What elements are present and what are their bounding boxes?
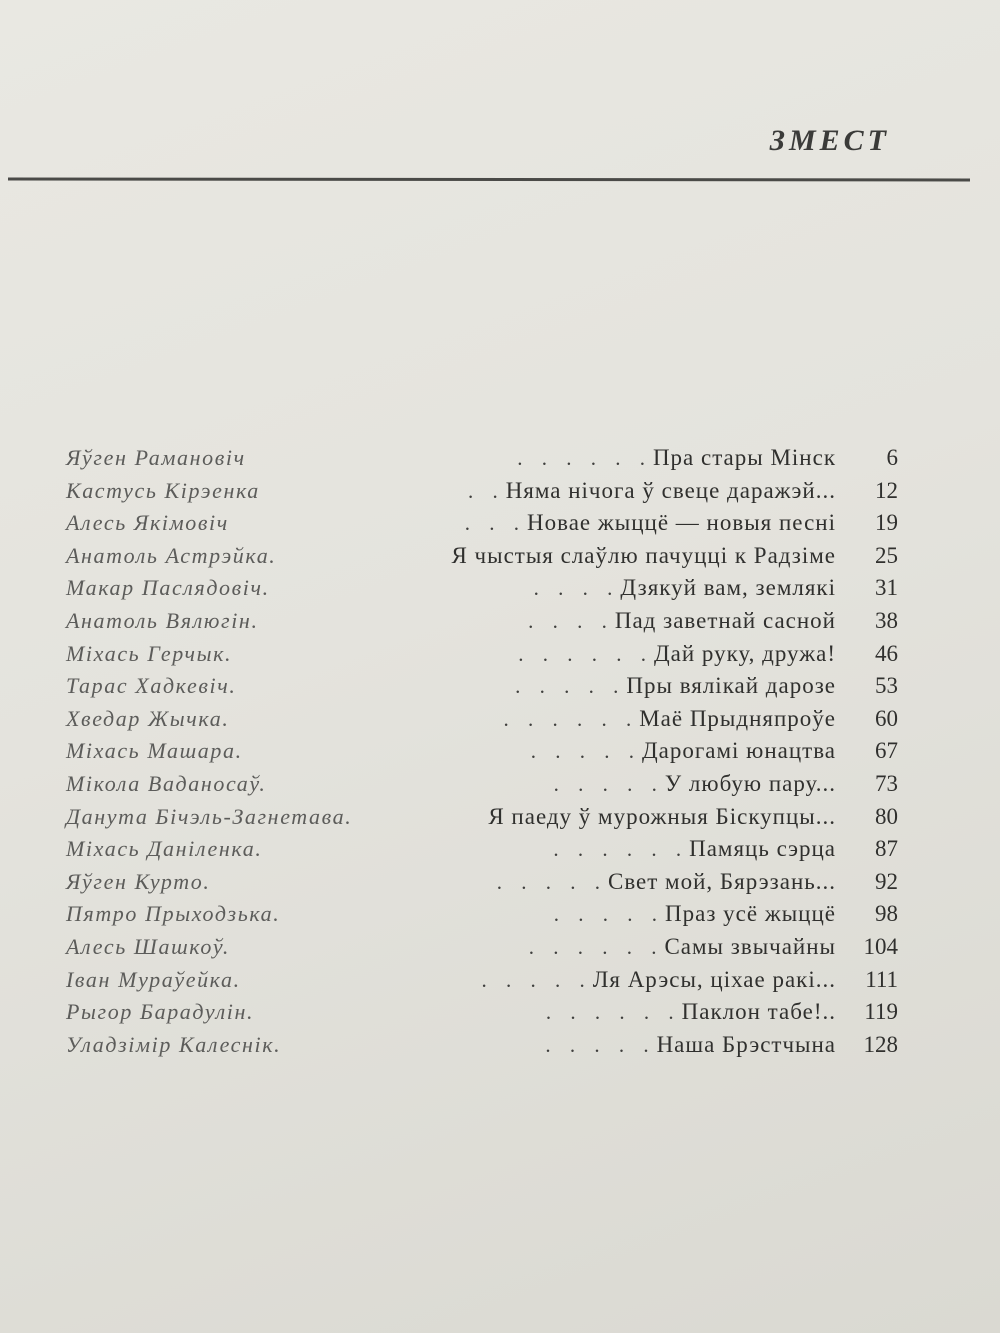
toc-entry: [66, 605, 898, 638]
dot-leader: . . . . . .: [518, 641, 646, 666]
toc-title: У любую пару...: [664, 770, 836, 796]
dot-leader: . . . . . .: [553, 837, 682, 862]
toc-author: Міхась Герчык.: [66, 640, 233, 666]
toc-title: Пры вялікай дарозе: [626, 673, 836, 699]
toc-page-number: 38: [875, 607, 898, 633]
toc-page-number: 80: [875, 803, 898, 829]
contents-heading: ЗМЕСТ: [769, 124, 890, 157]
toc-page-number: 19: [875, 510, 898, 536]
toc-page-number: 128: [863, 1031, 898, 1057]
toc-author: Яўген Курто.: [66, 868, 211, 894]
toc-author: Макар Паслядовіч.: [66, 575, 270, 601]
toc-title: Памяць сэрца: [689, 836, 836, 862]
toc-page-number: 98: [875, 901, 898, 927]
toc-title: Паклон табе!..: [681, 999, 836, 1025]
toc-page-number: 111: [865, 966, 898, 992]
toc-title: Пад заветнай сасной: [614, 607, 836, 633]
toc-author: Кастусь Кірэенка: [66, 477, 260, 503]
dot-leader: . . . . .: [545, 1032, 649, 1057]
toc-author: Міхась Даніленка.: [66, 836, 263, 862]
toc-title: Ля Арэсы, ціхае ракі...: [592, 966, 836, 992]
toc-title: Няма нічога ў свеце даражэй...: [505, 477, 836, 503]
toc-title: Пра стары Мінск: [652, 445, 836, 470]
toc-entry: [66, 1029, 898, 1062]
toc-author: Уладзімір Калеснік.: [66, 1031, 282, 1057]
toc-title: Дай руку, дружа!: [653, 640, 836, 666]
toc-page-number: 60: [875, 705, 898, 731]
toc-entry: [66, 572, 898, 605]
dot-leader: . . . . .: [496, 869, 600, 894]
toc-author: Рыгор Барадулін.: [66, 999, 255, 1025]
dot-leader: . . .: [464, 511, 520, 536]
toc-title: Новае жыццё — новыя песні: [527, 510, 836, 536]
dot-leader: . . . . .: [553, 902, 657, 927]
toc-title: Праз усё жыццё: [665, 901, 836, 927]
toc-page-number: 92: [875, 868, 898, 894]
toc-title: Дзякуй вам, землякі: [620, 575, 836, 601]
dot-leader: . . . . .: [481, 967, 585, 992]
toc-entry: [66, 540, 898, 573]
dot-leader: . . . . . .: [503, 706, 632, 731]
dot-leader: . . . . .: [530, 739, 634, 764]
toc-author: Данута Бічэль-Загнетава.: [66, 803, 353, 829]
toc-title: Свет мой, Бярэзань...: [607, 868, 836, 894]
toc-page-number: 6: [886, 445, 898, 470]
toc-entry: [66, 507, 898, 540]
toc-page-number: 31: [875, 575, 898, 601]
toc-author: Іван Мураўейка.: [66, 966, 241, 992]
toc-entry: [66, 670, 898, 703]
toc-author: Мікола Ваданосаў.: [66, 770, 267, 796]
dot-leader: . .: [467, 478, 498, 503]
toc-title: Маё Прыдняпроўе: [639, 705, 836, 731]
dot-leader: . . . . . .: [528, 934, 657, 959]
toc-entry: [66, 638, 898, 671]
toc-page-number: 25: [875, 542, 898, 568]
toc-title: Дарогамі юнацтва: [641, 738, 836, 764]
table-of-contents: [66, 442, 898, 1061]
toc-title: Я паеду ў мурожныя Біскупцы...: [488, 803, 836, 829]
dot-leader: . . . .: [528, 608, 607, 633]
dot-leader: . . . .: [533, 576, 613, 601]
toc-page-number: 87: [875, 836, 898, 862]
toc-author: Анатоль Астрэйка.: [66, 542, 277, 568]
toc-author: Анатоль Вялюгін.: [66, 607, 259, 633]
toc-author: Алесь Шашкоў.: [66, 933, 231, 959]
toc-title: Я чыстыя слаўлю пачуццi к Радзіме: [451, 542, 836, 568]
toc-entry: [66, 964, 898, 997]
toc-page-number: 119: [864, 999, 898, 1025]
toc-author: Хведар Жычка.: [66, 705, 230, 731]
toc-author: Яўген Рамановіч: [66, 445, 246, 470]
toc-entry: [66, 866, 898, 899]
toc-page-number: 73: [875, 770, 898, 796]
toc-title: Наша Брэстчына: [656, 1031, 836, 1057]
toc-entry: [66, 768, 898, 801]
toc-page-number: 46: [875, 640, 898, 666]
toc-entry: [66, 931, 898, 964]
toc-author: Тарас Хадкевіч.: [66, 673, 237, 699]
toc-entry: [66, 735, 898, 768]
toc-entry: [66, 801, 898, 834]
toc-entry: [66, 833, 898, 866]
toc-page-number: 67: [875, 738, 898, 764]
toc-entry: [66, 996, 898, 1029]
toc-author: Пятро Прыходзька.: [66, 901, 281, 927]
toc-entry: [66, 703, 898, 736]
heading-rule: [8, 177, 970, 181]
toc-page-number: 53: [875, 673, 898, 699]
toc-page-number: 12: [875, 477, 898, 503]
toc-title: Самы звычайны: [664, 933, 836, 959]
dot-leader: . . . . . .: [517, 446, 645, 470]
toc-author: Міхась Машара.: [66, 738, 243, 764]
dot-leader: . . . . .: [553, 771, 657, 796]
dot-leader: . . . . .: [515, 674, 619, 699]
toc-entry: [66, 442, 898, 475]
toc-page-number: 104: [863, 933, 898, 959]
toc-entry: [66, 475, 898, 508]
dot-leader: . . . . . .: [545, 1000, 674, 1025]
toc-entry: [66, 898, 898, 931]
toc-author: Алесь Якімовіч: [66, 510, 229, 536]
